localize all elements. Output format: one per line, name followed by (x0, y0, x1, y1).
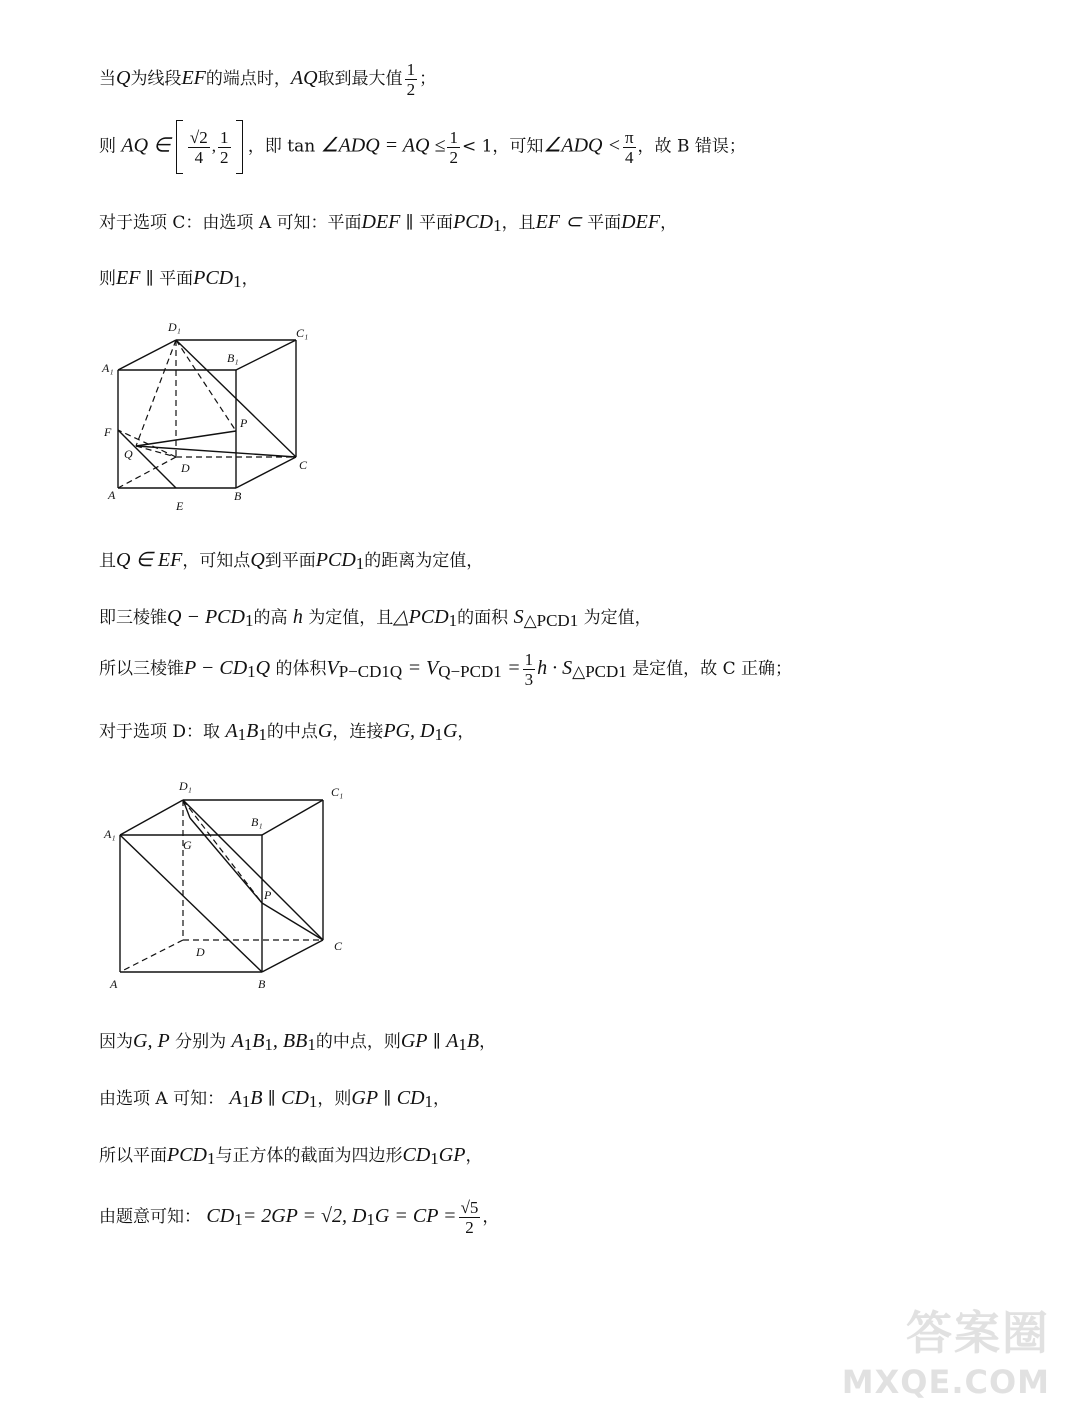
math: ∠ADQ = AQ ≤ (320, 134, 446, 157)
fraction: $\frac{1}{2}$ (220, 127, 229, 167)
math: A (229, 1087, 242, 1109)
math: PCD (453, 211, 494, 233)
math: B (252, 1030, 265, 1052)
text: ； (419, 69, 437, 89)
subscript: Q−PCD1 (438, 662, 502, 681)
hidden-edge (118, 457, 176, 488)
left-bracket (176, 120, 183, 174)
text: ， (457, 722, 475, 742)
math: h · S (537, 657, 573, 679)
math: A (225, 720, 238, 742)
label-G: G (183, 838, 192, 852)
edge (236, 340, 296, 370)
math: PCD (315, 549, 356, 571)
text: 的高 (253, 608, 288, 628)
text: 为线段 (130, 69, 182, 89)
text: ∥ (383, 1089, 392, 1109)
math: Q ∈ EF (116, 549, 183, 571)
text: 的距离为定值， (364, 551, 484, 571)
text: , (211, 136, 216, 156)
label-Q: Q (124, 447, 133, 461)
text: 取到最大值 (317, 69, 403, 89)
text: 所以三棱锥 (99, 659, 184, 679)
text: ，则 (317, 1089, 352, 1109)
right-bracket (236, 120, 243, 174)
math: , BB (272, 1030, 308, 1052)
edge (118, 340, 176, 370)
edge (120, 835, 262, 972)
math: DEF (361, 211, 401, 233)
subscript: 1 (258, 725, 267, 744)
text-line-9 (99, 1027, 496, 1055)
text: 由选项 A 可知： (99, 1089, 225, 1109)
subscript: 1 (237, 725, 247, 744)
fraction: $\frac{1}{2}$ (406, 60, 416, 99)
math: B (466, 1030, 480, 1052)
text-line-8 (99, 717, 474, 745)
edge (136, 446, 296, 457)
subscript: P−CD1Q (338, 662, 403, 681)
label-A: A (110, 977, 118, 991)
watermark-line-1: 答案圈 (906, 1306, 1050, 1360)
label-F: F (104, 425, 112, 439)
math: G (317, 720, 333, 742)
text: 则 (99, 269, 116, 289)
math: Q (250, 549, 265, 571)
subscript: 1 (448, 611, 458, 630)
math: G = CP = (374, 1205, 457, 1227)
math: A (231, 1030, 244, 1052)
subscript: 1 (207, 1149, 216, 1168)
math: Q (116, 67, 131, 89)
math: CD (396, 1087, 425, 1109)
math: GP (351, 1087, 379, 1109)
text: 为定值，且 (308, 608, 394, 628)
watermark-line-2: MXQE.COM (841, 1363, 1050, 1401)
math: B (250, 1087, 263, 1109)
label-B: B (234, 489, 242, 503)
math: CD (281, 1087, 309, 1109)
math: G, P (133, 1030, 170, 1052)
subscript: 1 (264, 1035, 273, 1054)
math: △PCD (393, 606, 449, 628)
subscript: 1 (247, 662, 256, 681)
fraction: $\frac{1}{3}$ (524, 650, 534, 689)
fraction: $\frac{1}{2}$ (449, 127, 458, 167)
text-line-11 (99, 1141, 482, 1169)
text: 的端点时， (205, 69, 291, 89)
text: < 1，可知 (461, 136, 544, 157)
label-A1: A₁ (104, 827, 116, 841)
label-C: C (334, 939, 343, 953)
label-B1: B₁ (251, 815, 263, 829)
text: ， (660, 213, 678, 233)
text: 即三棱锥 (99, 608, 167, 628)
text: 由题意可知： (99, 1207, 201, 1227)
text-line-3 (99, 208, 677, 236)
math: P − CD (184, 657, 248, 679)
text: 则 (99, 136, 116, 157)
text: 是定值，故 C 正确； (632, 659, 793, 679)
text: 对于选项 C：由选项 A 可知：平面 (99, 213, 362, 233)
label-D1: D₁ (179, 779, 192, 793)
text: ，故 B 错误； (637, 136, 746, 157)
math: CD (206, 1205, 235, 1227)
label-P: P (264, 888, 272, 902)
math: Q (255, 657, 271, 679)
subscript: 1 (355, 554, 365, 573)
math: PG, D (383, 720, 435, 742)
hidden-edge (136, 340, 176, 446)
text-line-1 (99, 60, 436, 99)
subscript: 1 (366, 1210, 375, 1229)
subscript: 1 (243, 1035, 253, 1054)
subscript: 1 (234, 1210, 243, 1229)
edge (136, 431, 236, 446)
text-line-5 (99, 546, 483, 574)
text: 分别为 (175, 1032, 227, 1052)
text: ∥ 平面 (405, 213, 454, 233)
figure-2-cube (95, 770, 355, 1000)
fraction: $\frac{√5}{2}$ (460, 1198, 479, 1237)
subscript: 1 (233, 272, 242, 291)
text: ，即 tan (247, 136, 316, 157)
fraction: $\frac{\pi}{4}$ (624, 127, 634, 167)
text: 到平面 (264, 551, 316, 571)
text: 的面积 (457, 608, 509, 628)
math: EF ⊂ (535, 211, 582, 233)
subscript: 1 (458, 1035, 467, 1054)
hidden-edge (120, 940, 183, 972)
subscript: 1 (424, 1092, 434, 1111)
math: ∠ADQ < (543, 134, 621, 157)
text: ∥ (432, 1032, 441, 1052)
math: Q − PCD (167, 606, 245, 628)
math: G (442, 720, 458, 742)
subscript: 1 (430, 1149, 439, 1168)
math: = V (407, 657, 439, 679)
subscript: 1 (307, 1035, 316, 1054)
text: 平面 (587, 213, 622, 233)
edge (236, 457, 296, 488)
text: 当 (99, 69, 116, 89)
math: AQ (290, 67, 318, 89)
text: 对于选项 D：取 (99, 722, 221, 742)
label-D: D (181, 461, 190, 475)
math: S (513, 606, 524, 628)
label-B1: B₁ (227, 351, 239, 365)
math: B (246, 720, 259, 742)
math: CD (402, 1144, 431, 1166)
label-A1: A₁ (102, 361, 114, 375)
text: ， (465, 1146, 483, 1166)
text-line-12 (99, 1198, 499, 1237)
edge (120, 800, 183, 835)
math: GP (400, 1030, 428, 1052)
text-line-4 (99, 264, 259, 292)
text: ∥ (267, 1089, 276, 1109)
math: DEF (621, 211, 661, 233)
subscript: 1 (244, 611, 254, 630)
text-line-2 (99, 120, 746, 174)
label-P: P (240, 416, 248, 430)
text: ，且 (501, 213, 536, 233)
label-E: E (176, 499, 184, 513)
edge (190, 818, 262, 903)
label-B: B (258, 977, 266, 991)
text-line-7 (99, 650, 792, 689)
text: 的体积 (275, 659, 327, 679)
math: A (446, 1030, 459, 1052)
text: ， (482, 1207, 500, 1227)
text: 的中点 (266, 722, 318, 742)
text: 因为 (99, 1032, 133, 1052)
edge (262, 800, 323, 835)
label-C1: C₁ (296, 326, 309, 340)
subscript: 1 (434, 725, 443, 744)
subscript: 1 (493, 216, 502, 235)
text: ∥ 平面 (145, 269, 194, 289)
math: EF (181, 67, 206, 89)
text: ，可知点 (182, 551, 251, 571)
math: EF (116, 267, 141, 289)
subscript: △PCD1 (572, 662, 627, 681)
math: V (326, 657, 339, 679)
fraction: $\frac{√2}{4}$ (189, 127, 208, 167)
math: h (292, 606, 303, 628)
watermark (842, 1297, 1050, 1401)
math: GP (438, 1144, 466, 1166)
text: ， (433, 1089, 451, 1109)
text: 且 (99, 551, 116, 571)
figure-1-cube (95, 315, 335, 520)
math: = (507, 657, 521, 679)
text: 为定值， (583, 608, 652, 628)
subscript: △PCD1 (523, 611, 579, 630)
math: PCD (193, 267, 234, 289)
math: AQ ∈ (121, 134, 171, 157)
label-C1: C₁ (331, 785, 344, 799)
text: ， (241, 269, 259, 289)
text: 所以平面 (99, 1146, 167, 1166)
label-D: D (196, 945, 205, 959)
math: PCD (167, 1144, 207, 1166)
text-line-10 (99, 1084, 450, 1112)
text: ， (479, 1032, 497, 1052)
label-A: A (108, 488, 116, 502)
label-D1: D₁ (168, 320, 181, 334)
text: ，连接 (332, 722, 384, 742)
text: 的中点，则 (315, 1032, 401, 1052)
edge (262, 940, 323, 972)
label-C: C (299, 458, 308, 472)
text-line-6 (99, 603, 652, 631)
math: = 2GP = √2, D (242, 1205, 367, 1227)
subscript: 1 (308, 1092, 318, 1111)
text: 与正方体的截面为四边形 (215, 1146, 403, 1166)
subscript: 1 (241, 1092, 251, 1111)
